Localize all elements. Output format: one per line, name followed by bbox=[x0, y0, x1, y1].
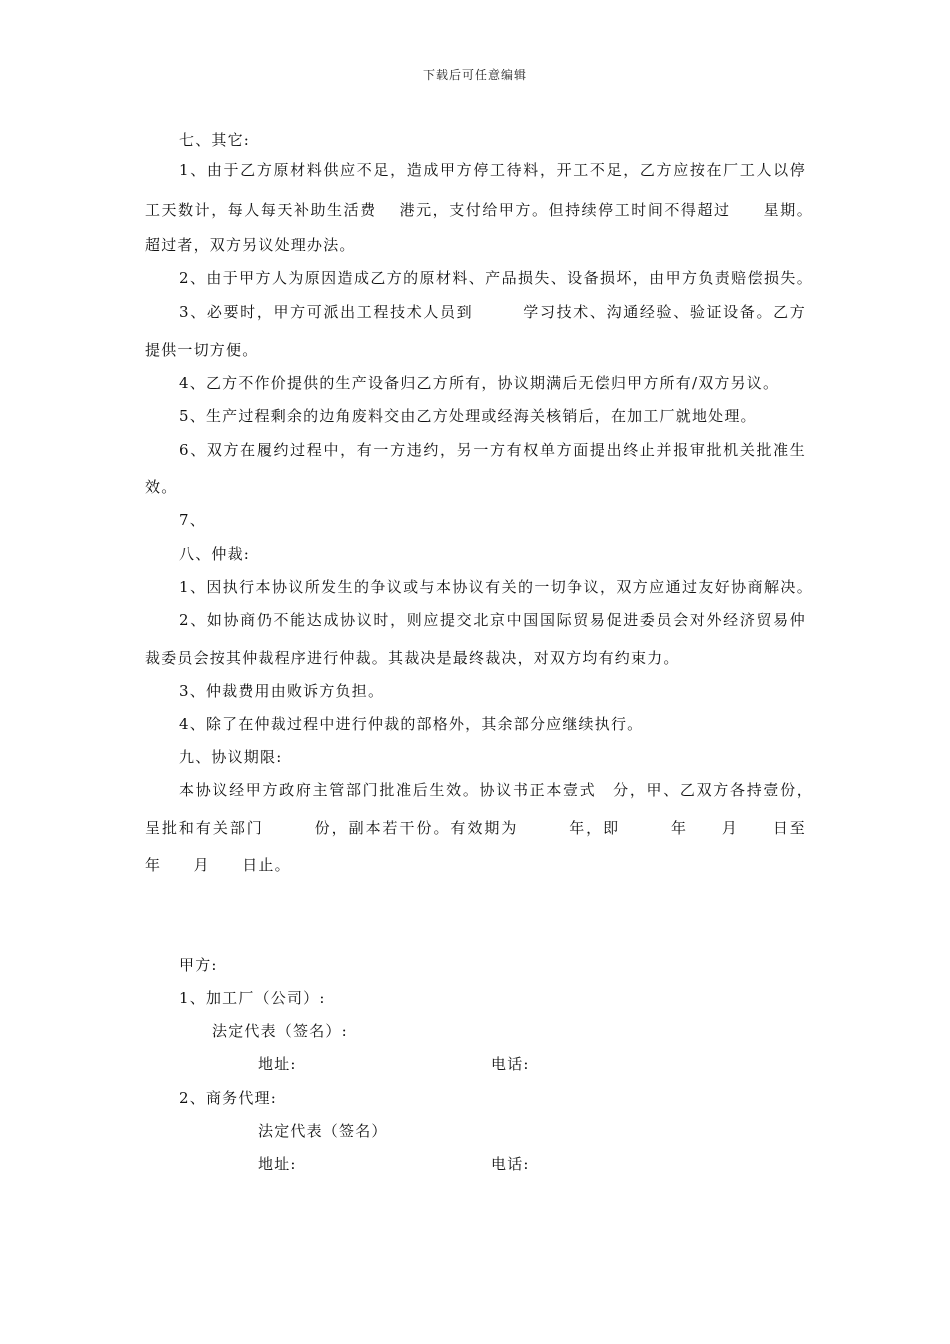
section-8-item-4: 4、除了在仲裁过程中进行仲裁的部格外，其余部分应继续执行。 bbox=[179, 715, 644, 733]
factory-phone-label: 电话: bbox=[491, 1055, 530, 1073]
section-8-item-2-line-1: 2、如协商仍不能达成协议时，则应提交北京中国国际贸易促进委员会对外经济贸易仲 bbox=[179, 611, 806, 629]
section-9-line-1: 本协议经甲方政府主管部门批准后生效。协议书正本壹式 分，甲、乙双方各持壹份， bbox=[179, 781, 813, 799]
section-8-heading: 八、仲裁: bbox=[179, 545, 251, 563]
agent-phone-label: 电话: bbox=[491, 1155, 530, 1173]
section-8-item-3: 3、仲裁费用由败诉方负担。 bbox=[179, 682, 385, 700]
section-7-item-6-line-2: 效。 bbox=[145, 478, 178, 496]
section-7-item-4: 4、乙方不作价提供的生产设备归乙方所有，协议期满后无偿归甲方所有/双方另议。 bbox=[179, 374, 780, 392]
section-7-heading: 七、其它: bbox=[179, 131, 251, 149]
section-9-line-2: 呈批和有关部门 份，副本若干份。有效期为 年，即 年 月 日至 bbox=[145, 819, 806, 837]
section-7-item-2: 2、由于甲方人为原因造成乙方的原材料、产品损失、设备损坏，由甲方负责赔偿损失。 bbox=[179, 269, 813, 287]
section-7-item-1-line-3: 超过者，双方另议处理办法。 bbox=[145, 236, 356, 254]
factory-label: 1、加工厂（公司）: bbox=[179, 989, 326, 1007]
agent-address-label: 地址: bbox=[258, 1155, 297, 1173]
section-7-item-6-line-1: 6、双方在履约过程中，有一方违约，另一方有权单方面提出终止并报审批机关批准生 bbox=[179, 441, 806, 459]
party-a-label: 甲方: bbox=[179, 956, 218, 974]
section-7-item-3-line-1: 3、必要时，甲方可派出工程技术人员到 学习技术、沟通经验、验证设备。乙方 bbox=[179, 303, 806, 321]
factory-address-label: 地址: bbox=[258, 1055, 297, 1073]
section-7-item-5: 5、生产过程剩余的边角废料交由乙方处理或经海关核销后，在加工厂就地处理。 bbox=[179, 407, 757, 425]
factory-representative-label: 法定代表（签名）: bbox=[212, 1022, 348, 1040]
page-header: 下载后可任意编辑 bbox=[422, 68, 527, 82]
section-8-item-1: 1、因执行本协议所发生的争议或与本协议有关的一切争议，双方应通过友好协商解决。 bbox=[179, 578, 813, 596]
section-7-item-7: 7、 bbox=[179, 511, 206, 529]
agent-label: 2、商务代理: bbox=[179, 1089, 277, 1107]
section-7-item-3-line-2: 提供一切方便。 bbox=[145, 341, 259, 359]
section-9-heading: 九、协议期限: bbox=[179, 748, 283, 766]
section-7-item-1-line-2: 工天数计，每人每天补助生活费 港元，支付给甲方。但持续停工时间不得超过 星期。 bbox=[145, 201, 813, 219]
section-7-item-1-line-1: 1、由于乙方原材料供应不足，造成甲方停工待料，开工不足，乙方应按在厂工人以停 bbox=[179, 161, 806, 179]
section-9-line-3: 年 月 日止。 bbox=[145, 856, 291, 874]
section-8-item-2-line-2: 裁委员会按其仲裁程序进行仲裁。其裁决是最终裁决，对双方均有约束力。 bbox=[145, 649, 680, 667]
agent-representative-label: 法定代表（签名） bbox=[258, 1122, 388, 1140]
